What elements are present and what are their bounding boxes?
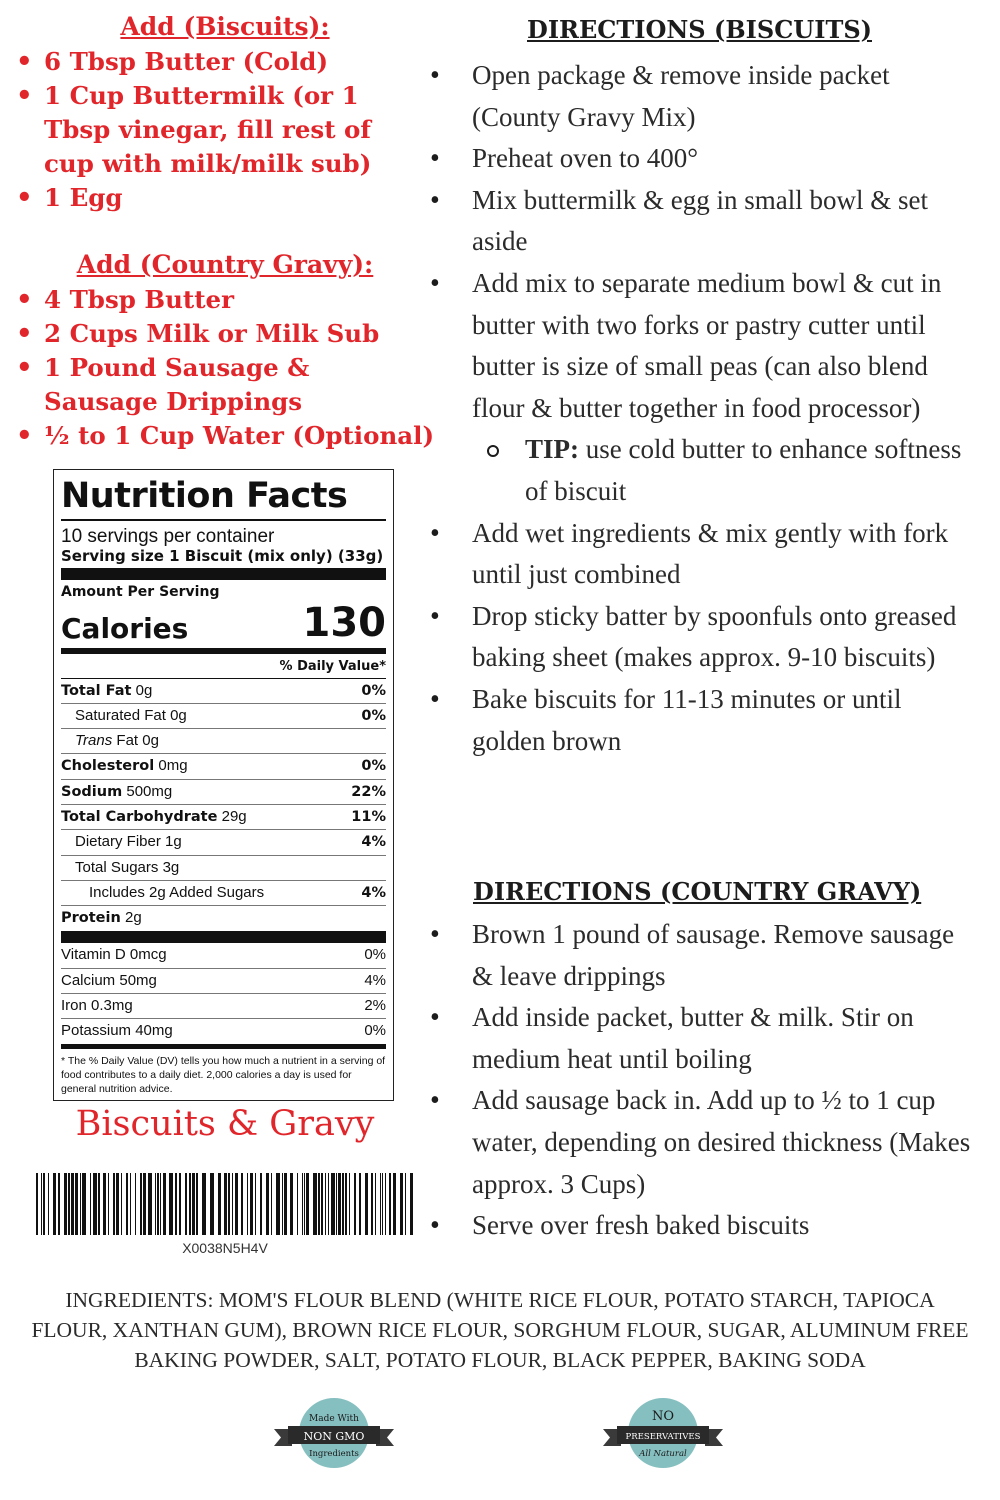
barcode-bar: [255, 1173, 256, 1235]
calories-label: Calories: [61, 611, 189, 645]
badge-banner-text: NON GMO: [303, 1430, 365, 1443]
barcode-bar: [393, 1173, 396, 1235]
barcode-bar: [82, 1173, 86, 1235]
barcode-bar: [271, 1173, 272, 1235]
barcode-bar: [318, 1173, 320, 1235]
nutrient-row: Includes 2g Added Sugars 4%: [61, 881, 386, 906]
barcode-bar: [313, 1173, 317, 1235]
badge-top-text: Made With: [309, 1414, 359, 1424]
barcode-bar: [338, 1173, 341, 1235]
barcode-bar: [163, 1173, 166, 1235]
add-gravy-heading: Add (Country Gravy):: [76, 250, 374, 279]
divider: [61, 519, 386, 521]
vitamin-row: Calcium 50mg 4%: [61, 969, 386, 994]
barcode-bar: [43, 1173, 45, 1235]
barcode-bar: [290, 1173, 293, 1235]
barcode-bar: [126, 1173, 128, 1235]
barcode-bar: [365, 1173, 368, 1235]
directions-gravy-heading: DIRECTIONS (COUNTRY GRAVY): [473, 877, 922, 906]
nutrient-row: Total Fat 0g 0%: [61, 679, 386, 704]
barcode-bar: [80, 1173, 81, 1235]
nutrient-row: Protein 2g: [61, 909, 142, 927]
direction-step: • Mix buttermilk & egg in small bowl & set aside: [430, 180, 970, 263]
barcode-bar: [169, 1173, 173, 1235]
direction-step: • Serve over fresh baked biscuits: [430, 1205, 975, 1247]
list-item: • 2 Cups Milk or Milk Sub: [6, 317, 436, 351]
barcode-bar: [336, 1173, 337, 1235]
barcode-bar: [232, 1173, 233, 1235]
nutrient-row: Trans Fat 0g: [61, 729, 386, 754]
nutrient-row: Cholesterol 0mg 0%: [61, 754, 386, 779]
nutrient-row: Total Sugars 3g: [61, 856, 386, 881]
barcode-bar: [143, 1173, 146, 1235]
barcode-bar: [349, 1173, 350, 1235]
barcode-bar: [121, 1173, 122, 1235]
barcode-code: X0038N5H4V: [182, 1240, 268, 1256]
barcode-bar: [93, 1173, 97, 1235]
barcode-bar: [135, 1173, 136, 1235]
badge-bottom-text: Ingredients: [309, 1449, 359, 1459]
list-item: • 1 Egg: [6, 181, 426, 215]
barcode-bar: [354, 1173, 356, 1235]
barcode-bar: [185, 1173, 187, 1235]
barcode-bar: [210, 1173, 214, 1235]
badge-bottom-text: All Natural: [639, 1449, 687, 1459]
barcode-bar: [155, 1173, 156, 1235]
barcode-bar: [342, 1173, 344, 1235]
barcode-bar: [247, 1173, 248, 1235]
barcode-bar: [276, 1173, 280, 1235]
barcode-bar: [98, 1173, 100, 1235]
barcode-bar: [58, 1173, 60, 1235]
daily-value-header: % Daily Value*: [61, 656, 386, 679]
barcode-bar: [113, 1173, 115, 1235]
direction-step: • Add mix to separate medium bowl & cut in butter with two forks or pastry cutter until butter is size of small peas (can also blend flour & butter together in food processor): [430, 263, 970, 429]
add-biscuits-list: [6, 45, 426, 215]
ingredients-text: INGREDIENTS: MOM'S FLOUR BLEND (WHITE RICE FLOUR, POTATO STARCH, TAPIOCA FLOUR, XANTHAN GUM), BROWN RICE FLOUR, SORGHUM FLOUR, SUGAR, ALUMINUM FREE BAKING POWDER, SALT, POTATO FLOUR, BLACK PEPPER, BAKING SODA: [31, 1288, 969, 1372]
nutrient-row: Saturated Fat 0g 0%: [61, 704, 386, 729]
non-gmo-badge: [272, 1396, 396, 1470]
barcode-bar: [359, 1173, 361, 1235]
barcode-bar: [304, 1173, 305, 1235]
direction-step: • Add wet ingredients & mix gently with fork until just combined: [430, 513, 970, 596]
list-item: • 1 Pound Sausage & Sausage Drippings: [6, 351, 374, 419]
barcode-bar: [130, 1173, 131, 1235]
list-item: • 1 Cup Buttermilk (or 1 Tbsp vinegar, fill rest of cup with milk/milk sub): [6, 79, 426, 181]
direction-step: • Drop sticky batter by spoonfuls onto greased baking sheet (makes approx. 9-10 biscuits): [430, 596, 970, 679]
directions-biscuits-heading: DIRECTIONS (BISCUITS): [527, 15, 872, 44]
barcode-bar: [160, 1173, 161, 1235]
list-item: • 4 Tbsp Butter: [6, 283, 436, 317]
barcode-bar: [224, 1173, 227, 1235]
barcode-bar: [157, 1173, 159, 1235]
barcode-bar: [189, 1173, 191, 1235]
barcode-bar: [389, 1173, 391, 1235]
barcode-bar: [48, 1173, 49, 1235]
add-gravy-list: [6, 283, 436, 453]
barcode-bar: [202, 1173, 206, 1235]
vitamin-row: Vitamin D 0mcg 0%: [61, 943, 386, 968]
nutrition-footnote: * The % Daily Value (DV) tells you how much a nutrient in a serving of food contributes to a daily diet. 2,000 calories a day is used for general nutrition advice.: [61, 1044, 386, 1096]
barcode-bar: [196, 1173, 198, 1235]
barcode-bar: [380, 1173, 381, 1235]
product-name: Biscuits & Gravy: [75, 1104, 375, 1144]
barcode-bar: [385, 1173, 386, 1235]
barcode-bar: [250, 1173, 253, 1235]
barcode-bar: [282, 1173, 283, 1235]
barcode-bar: [371, 1173, 373, 1235]
barcode-bar: [192, 1173, 195, 1235]
barcode-bar: [179, 1173, 181, 1235]
vitamin-row: Iron 0.3mg 2%: [61, 994, 386, 1019]
barcode-bar: [228, 1173, 230, 1235]
barcode-bar: [71, 1173, 74, 1235]
barcode-bar: [235, 1173, 238, 1235]
calories-value: 130: [302, 599, 386, 646]
barcode-bar: [218, 1173, 221, 1235]
barcode-icon: [34, 1173, 418, 1235]
nutrition-title: Nutrition Facts: [61, 476, 348, 516]
barcode-bar: [175, 1173, 177, 1235]
tip-label: TIP:: [525, 434, 579, 465]
nutrient-row: Dietary Fiber 1g 4%: [61, 830, 386, 855]
barcode-bar: [116, 1173, 119, 1235]
barcode-bar: [41, 1173, 42, 1235]
barcode-bar: [284, 1173, 287, 1235]
badge-top-text: NO: [651, 1409, 675, 1424]
barcode-bar: [75, 1173, 78, 1235]
direction-step: • Add sausage back in. Add up to ½ to 1 cup water, depending on desired thickness (Makes approx. 3 Cups): [430, 1080, 975, 1205]
directions-gravy-list: [430, 914, 975, 1247]
badge-banner-text: PRESERVATIVES: [625, 1432, 701, 1442]
servings-per-container: 10 servings per container: [61, 525, 275, 547]
barcode-bar: [302, 1173, 303, 1235]
barcode-bar: [410, 1173, 413, 1235]
barcode-bar: [266, 1173, 269, 1235]
add-gravy-section: [0, 250, 450, 279]
barcode-bar: [382, 1173, 383, 1235]
directions-biscuits-list: [430, 55, 970, 762]
nutrient-row: Sodium 500mg 22%: [61, 780, 386, 805]
amount-per-serving: Amount Per Serving: [61, 583, 220, 600]
direction-step: • Open package & remove inside packet (County Gravy Mix): [430, 55, 970, 138]
barcode-bar: [90, 1173, 91, 1235]
tip-text: use cold butter to enhance softness of biscuit: [525, 434, 962, 506]
direction-step: • Add inside packet, butter & milk. Stir on medium heat until boiling: [430, 997, 975, 1080]
nutrient-row: Total Carbohydrate 29g 11%: [61, 805, 386, 830]
barcode-bar: [148, 1173, 152, 1235]
barcode-bar: [53, 1173, 56, 1235]
direction-step: • Preheat oven to 400°: [430, 138, 970, 180]
barcode-bar: [328, 1173, 329, 1235]
barcode-bar: [345, 1173, 347, 1235]
serving-size: Serving size 1 Biscuit (mix only) (33g): [61, 546, 384, 565]
barcode-bar: [260, 1173, 262, 1235]
add-biscuits-heading: Add (Biscuits):: [120, 12, 330, 41]
vitamin-row: Potassium 40mg 0%: [61, 1022, 386, 1040]
barcode-bar: [36, 1173, 38, 1235]
barcode-bar: [68, 1173, 70, 1235]
barcode-bar: [108, 1173, 109, 1235]
add-biscuits-section: [0, 12, 450, 41]
divider: [61, 568, 386, 580]
barcode-bar: [241, 1173, 243, 1235]
barcode-bar: [64, 1173, 67, 1235]
direction-step: • Bake biscuits for 11-13 minutes or until golden brown: [430, 679, 970, 762]
barcode-bar: [325, 1173, 326, 1235]
barcode-bar: [375, 1173, 376, 1235]
barcode-bar: [140, 1173, 142, 1235]
barcode-bar: [306, 1173, 309, 1235]
direction-step: • Brown 1 pound of sausage. Remove sausage & leave drippings: [430, 914, 975, 997]
barcode-bar: [103, 1173, 106, 1235]
nutrition-facts-label: [53, 469, 394, 1101]
tip-item: [430, 429, 970, 512]
calories-row: [61, 600, 386, 644]
divider: [61, 931, 386, 943]
barcode-bar: [321, 1173, 323, 1235]
barcode-bar: [400, 1173, 403, 1235]
barcode-bar: [297, 1173, 298, 1235]
list-item: • ½ to 1 Cup Water (Optional): [6, 419, 436, 453]
barcode-bar: [331, 1173, 335, 1235]
barcode-bar: [405, 1173, 406, 1235]
list-item: • 6 Tbsp Butter (Cold): [6, 45, 426, 79]
no-preservatives-badge: [601, 1396, 725, 1470]
divider: [61, 648, 386, 654]
